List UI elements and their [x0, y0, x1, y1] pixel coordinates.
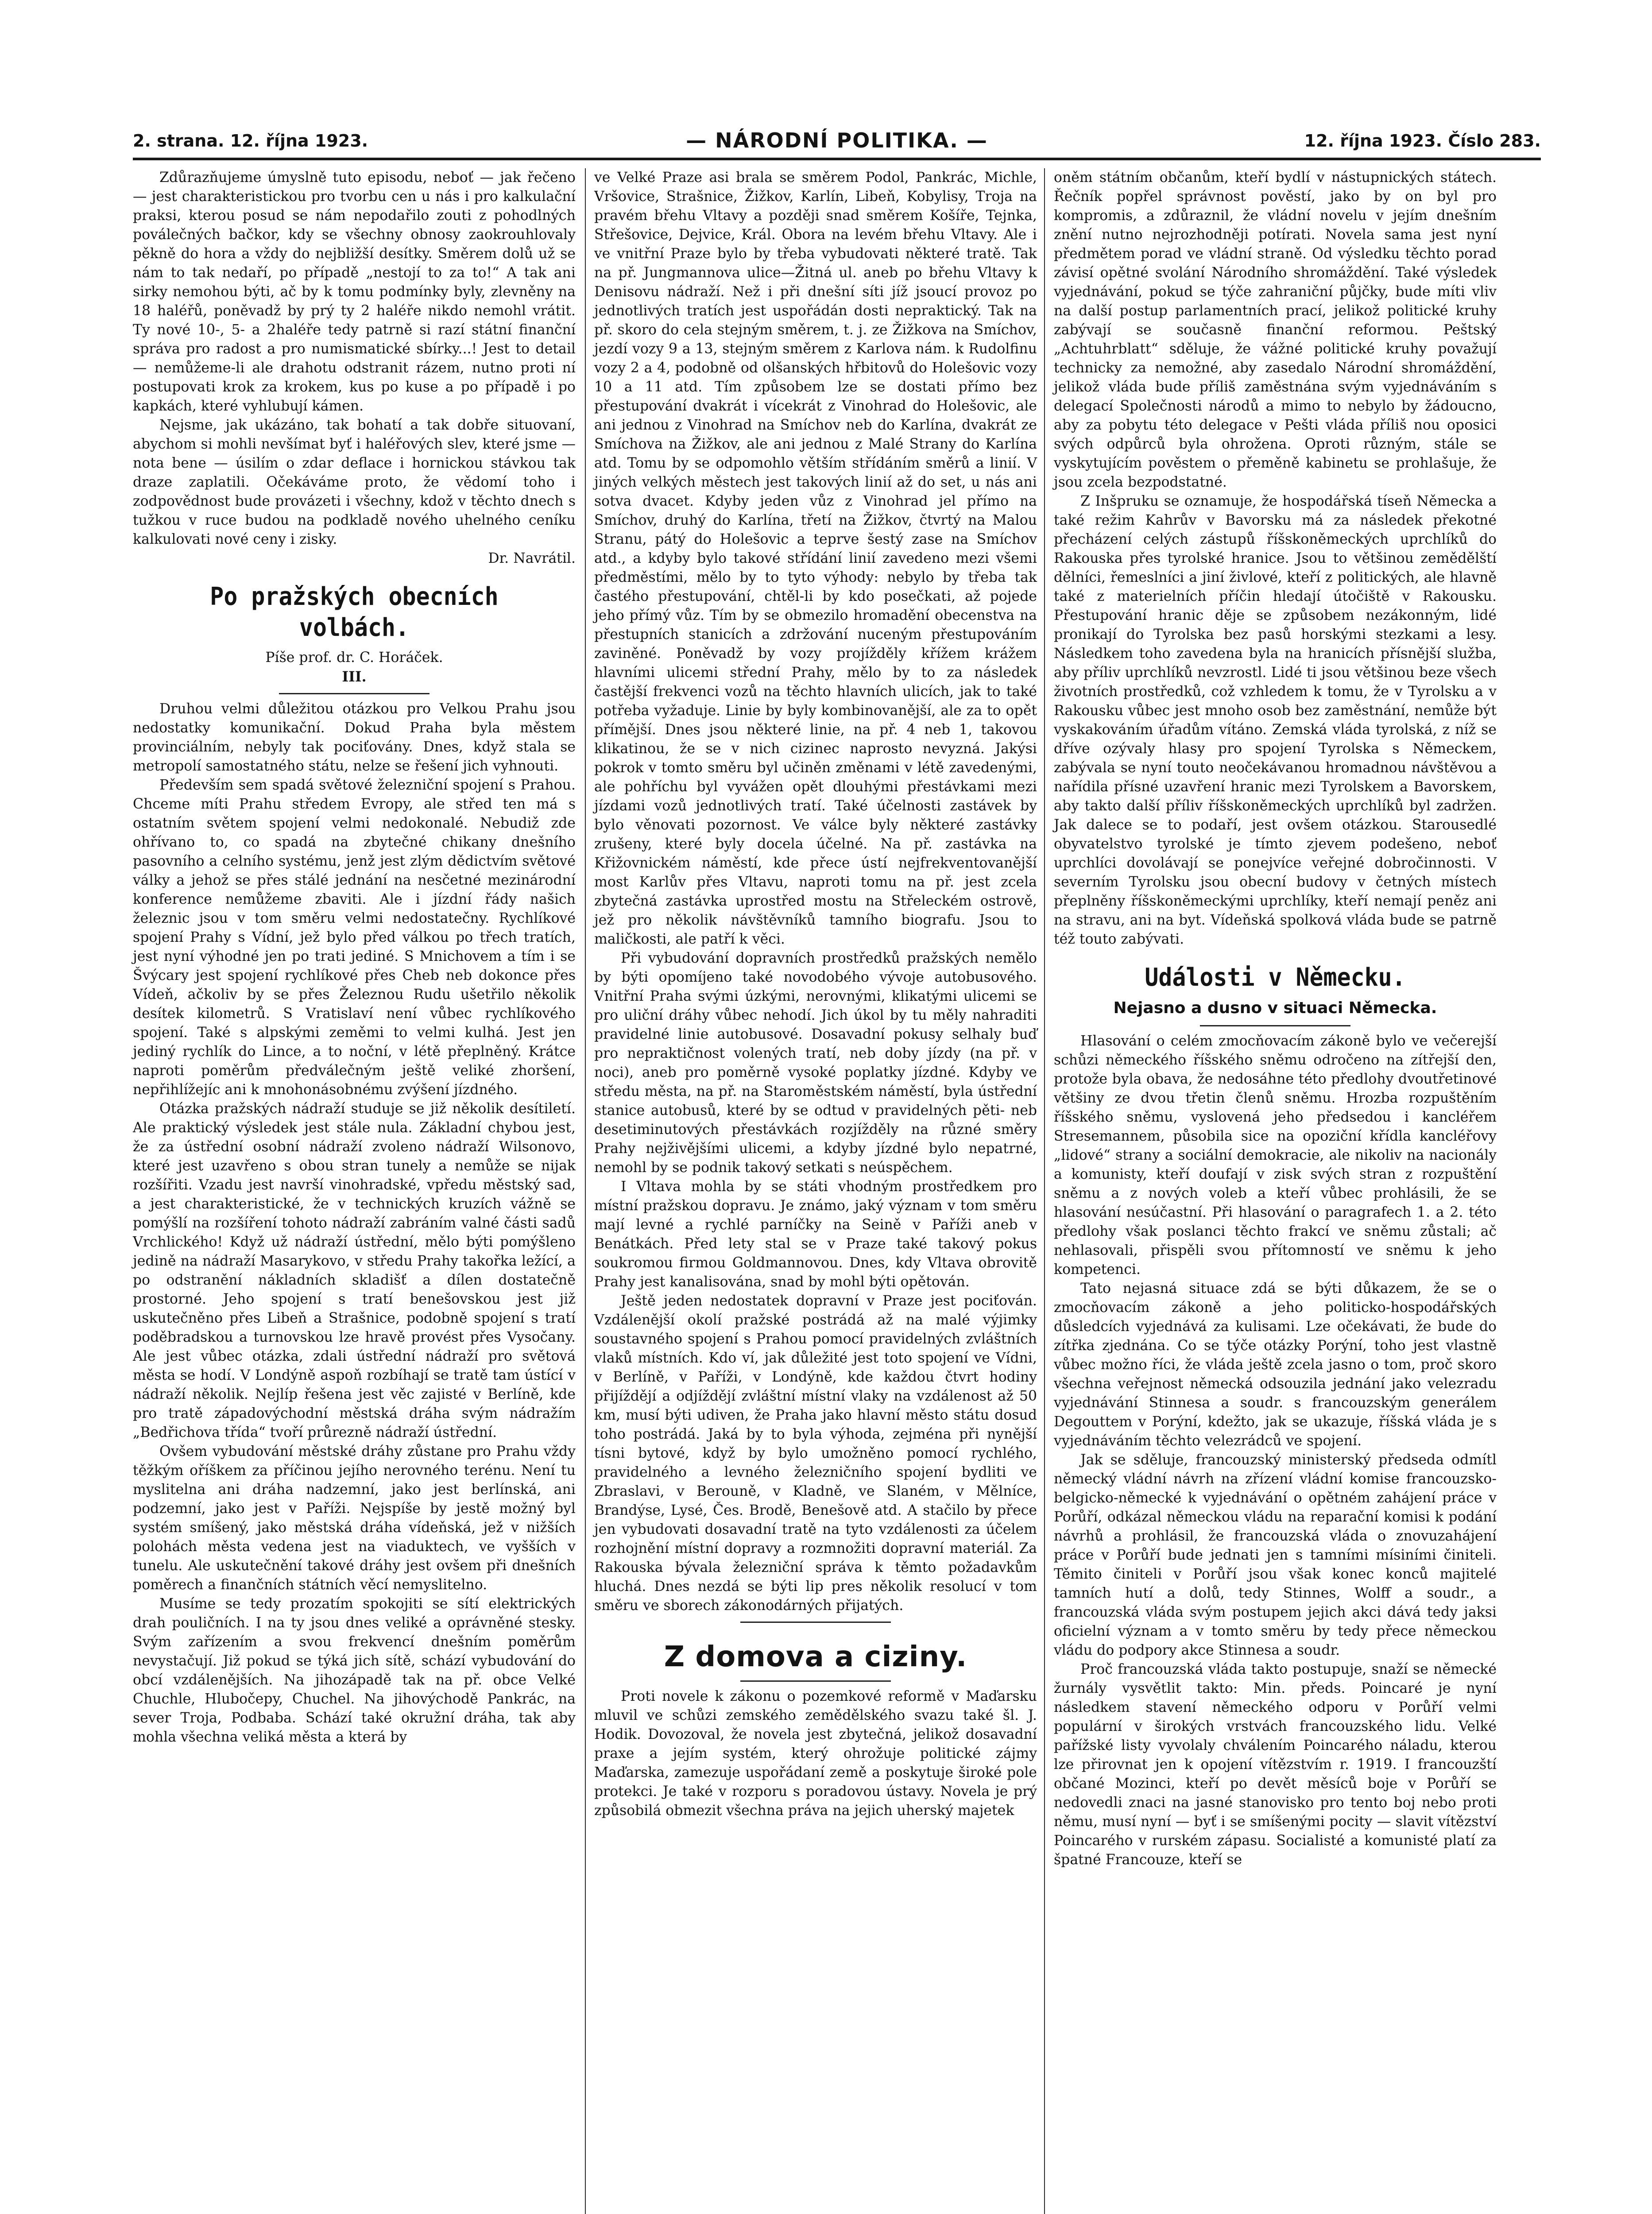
divider [1200, 1025, 1350, 1026]
paragraph: Především sem spadá světové železniční spojení s Prahou. Chceme míti Prahu středem Evropy, ale střed ten má s ostatním světem spojení velmi nedokonalé. Nebudiž zde ohřívano to, co spadá na zbytečné chikany dnešního pasovního a celního systému, jenž jest zlým dědictvím světové války a jehož se přes stálé jednání na nesčetné mezinárodní konference nemůžeme zbaviti. Ale i jízdní řády našich železnic jsou v tom směru velmi nedostatečny. Rychlíkové spojení Prahy s Vídní, jež bylo před válkou po třech tratích, jest nyní výhodné jen po trati jediné. S Mnichovem a tím i se Švýcary jest spojení rychlíkové přes Cheb neb dokonce přes Vídeň, ačkoliv by se přes Železnou Rudu ušetřilo několik desítek kilometrů. S Vratislaví není vůbec rychlíkového spojení. Také s alpskými zeměmi to velmi kulhá. Jest jen jediný rychlík do Lince, a to noční, v létě přeplněný. Krátce naproti poměrům předválečným ještě veliké zhoršení, nepřihlížejíc ani k mnohonásobnému zvýšení jízdného. [133, 777, 576, 1098]
paragraph: Proč francouzská vláda takto postupuje, snaží se německé žurnály vysvětlit takto: Min. předs. Poincaré je nyní následkem stavení německého odporu v Porůří velmi populární v širokých vrstvách francouzského lidu. Velké pařížské listy vyvolaly chválením Poincarého náladu, kterou lze přirovnat jen k opojení vítězstvím r. 1919. I francouzští občané Mozinci, kteří po devět měsíců boje v Porůří se nedovedli znaci na jasné stanovisko pro tento boj nebo proti němu, musí nyní — byť i se smíšenými pocity — slavit vítězství Poincarého v rurském zápasu. Socialisté a komunisté platí za špatné Francouze, kteří se [1054, 1661, 1497, 1868]
paragraph: Nejsme, jak ukázáno, tak bohatí a tak dobře situovaní, abychom si mohli nevšímat byť i haléřových slev, které jsme — nota bene — úsilím o zdar deflace i hornickou stávkou tak draze zaplatili. Očekáváme proto, že vědomí toho i zodpovědnost bude provázeti i všechny, kdož v těchto dnech s tužkou v ruce budou na podkladě nového uhelného ceníku kalkulovati nové ceny i zisky. [133, 417, 576, 547]
column-1 [133, 168, 576, 1747]
paragraph: Otázka pražských nádraží studuje se již několik desítiletí. Ale praktický výsledek jest stále nula. Základní chybou jest, že za ústřední osobní nádraží zvoleno nádraží Wilsonovo, které jest uzavřeno s obou stran tunely a nemůže se nijak rozšířiti. Vzadu jest navrší vinohradské, vpředu městský sad, a jest charakteristické, že v technických kruzích vážně se pomýšlí na rozšíření tohoto nádraží zabráním valné části sadů Vrchlického! Když už nádraží ústřední, mělo býti pomýšleno jedině na nádraží Masarykovo, v středu Prahy takořka ležící, a po odstranění nákladních skladišť a dílen dostatečně prostorné. Jeho spojení s tratí benešovskou jest již uskutečněno přes Libeň a Strašnice, podobně spojení s tratí poděbradskou a turnovskou lze hravě provést přes Vysočany. Ale jest vůbec otázka, zdali ústřední nádraží pro světová města se hodí. V Londýně aspoň rozbíhají se tratě tam ústící v nádraží několik. Nejlíp řešena jest věc zajisté v Berlíně, kde pro tratě západovýchodní městská dráha svým nádražím „Bedřichova třída“ tvoří průrezně nádraží ústřední. [133, 1101, 576, 1440]
article-title: Události v Německu. [1145, 963, 1406, 992]
column-divider [1044, 168, 1045, 2214]
article-title: Po pražských obecních volbách. [210, 582, 499, 642]
paragraph: Z Inšpruku se oznamuje, že hospodářská tíseň Německa a také režim Kahrův v Bavorsku má za následek překotné přecházení celých zástupů říšskoněmeckých uprchlíků do Rakouska přes tyrolské hranice. Jsou to většinou zemědělští dělníci, řemeslníci a jiní živlové, kteří z politických, ale hlavně také z materielních příčin hledají útočiště v Rakousku. Přestupování hranic děje se způsobem nezákonným, lidé pronikají do Tyrolska bez pasů horskými stezkami a lesy. Následkem toho zavedena byla na hranicích přísnější služba, aby příliv uprchlíků nevzrostl. Lidé ti jsou většinou beze všech životních prostředků, což vzhledem k tomu, že v Tyrolsku a v Rakousku vůbec jest mnoho osob bez zaměstnání, nemůže být vyskakováním úřadům vítáno. Zemská vláda tyrolská, z níž se dříve ozývaly hlasy pro spojení Tyrolska s Německem, zabývala se nyní touto neočekávanou hromadnou návštěvou a nařídila přísné uzavření hranic mezi Tyrolskem a Bavorskem, aby takto další příliv říšskoněmeckých uprchlíků byl zadržen. Jak dalece se to podaří, jest ovšem otázkou. Starousedlé obyvatelstvo tyrolské je tímto zjevem podešeno, neboť uprchlíci dovolávají se ponejvíce veřejné dobročinnosti. V severním Tyrolsku jsou obecní budovy v četných místech přeplněny říšskoněmeckými uprchlíky, kteří nemají peněz ani na stravu, ani na byt. Vídeňská spolková vláda bude se patrně též touto zabývati. [1054, 493, 1497, 947]
article-part-number: III. [342, 669, 367, 685]
paragraph: Jak se sděluje, francouzský ministerský předseda odmítl německý vládní návrh na zřízení vládní komise francouzsko-belgicko-německé k vyjednávání o opětném zahájení práce v Porůří, odkázal německou vládu na reparační komisi k podání návrhů a prohlásil, že francouzská vláda o znovuzahájení práce v Porůří bude jednati jen s tamními mísiními činiteli. Těmito činiteli v Porůří jsou však konec konců majitelé tamních hutí a dolů, tedy Stinnes, Wolff a soudr., a francouzská vláda svým postupem jejich akci dává tedy jaksi oficielní význam a v tomto směru by tedy přece německou vládu do podpory akce Stinnesa a soudr. [1054, 1452, 1497, 1658]
paragraph: Druhou velmi důležitou otázkou pro Velkou Prahu jsou nedostatky komunikační. Dokud Praha byla městem provinciálním, nebyly tak pociťovány. Dnes, když stala se metropolí samostatného státu, nelze se řešení jich vyhnouti. [133, 701, 576, 774]
header-issue-number: 12. října 1923. Číslo 283. [1304, 131, 1541, 151]
paragraph: Tato nejasná situace zdá se býti důkazem, že se o zmocňovacím zákoně a jeho politicko-hospodářských důsledcích vyjednává za kulisami. Lze očekávati, že bude do zítřka zjednána. Co se týče otázky Porýní, toho jest vlastně vůbec možno říci, že vláda ještě zcela jasno o tom, proč skoro všechna veřejnost německá odsouzila jednání jako velezradu vyjednávání Stinnesa a soudr. s francouzským generálem Degouttem v Porýní, kdežto, jak se ukazuje, říšská vláda je s vyjednáváním těchto velezrádců ve spojení. [1054, 1281, 1497, 1449]
article-byline: Píše prof. dr. C. Horáček. [265, 650, 443, 666]
header-page-date: 2. strana. 12. října 1923. [133, 131, 368, 151]
section-heading: Z domova a ciziny. [664, 1641, 967, 1673]
paragraph: ve Velké Praze asi brala se směrem Podol, Pankrác, Michle, Vršovice, Strašnice, Žižkov, Karlín, Libeň, Kobylisy, Troja na pravém břehu Vltavy a později snad směrem Košíře, Tejnka, Střešovice, Dejvice, Král. Obora na levém břehu Vltavy. Ale i ve vnitřní Praze bylo by třeba vybudovati některé tratě. Tak na př. Jungmannova ulice—Žitná ul. aneb po břehu Vltavy k Denisovu nádraží. Než i při dnešní síti jíž jsoucí provoz po jednotlivých tratích jest uspořádán dosti nepraktický. Tak na př. skoro do cela stejným směrem, t. j. ze Žižkova na Smíchov, jezdí vozy 9 a 13, stejným směrem z Karlova nám. k Rudolfinu vozy 2 a 4, podobně od olšanských hřbitovů do Holešovic vozy 10 a 11 atd. Tím způsobem lze se dostati přímo bez přestupování dvakrát i vícekrát z Vinohrad do Holešovic, ale ani jednou z Vinohrad na Smíchov neb do Karlína, dvakrát ze Smíchova na Žižkov, ale ani jednou z Malé Strany do Karlína atd. Tomu by se odpomohlo větším střídáním směrů a linií. V jiných velkých městech jest takových linií až do set, u nás ani sotva dvacet. Kdyby jeden vůz z Vinohrad jel přímo na Smíchov, druhý do Karlína, třetí na Žižkov, čtvrtý na Malou Stranu, pátý do Holešovic a teprve šestý zase na Smíchov atd., a kdyby bylo takové střídání linií zavedeno mezi všemi předměstími, mělo by to tyto výhody: nebylo by třeba tak častého přestupování, chtěl-li by kdo posečkati, až pojede jeho přímý vůz. Tím by se obmezilo hromadění obecenstva na přestupních stanicích a zdržování nuceným přestupováním zaviněné. Poněvadž by vozy projížděly křížem krážem hlavními ulicemi střední Prahy, mělo by to za následek častější frekvenci vozů na těchto hlavních ulicích, jak to také potřeba vyžaduje. Linie by byly kombinovanější, ale za to opět přímější. Dnes jsou některé linie, na př. 4 neb 1, takovou klikatinou, že se v nich cizinec naprosto nevyzná. Jakýsi pokrok v tomto směru byl učiněn změnami v létě zavedenými, ale pohříchu byl vyvážen opět dlouhými přestávkami mezi jízdami vozů jednotlivých tratí. Také účelnosti zastávek by bylo věnovati pozornost. Ve válce byly některé zastávky zrušeny, které byly docela účelné. Na př. zastávka na Křižovnickém náměstí, kde přece ústí nejfrekventovanější most Karlův přes Vltavu, naproti tomu na př. jest zcela zbytečná zastávka uprostřed mostu na Střeleckém ostrově, jež pro několik návštěvníků tamního biografu. Jsou to maličkosti, ale patří k věci. [594, 170, 1037, 947]
paragraph: Musíme se tedy prozatím spokojiti se sítí elektrických drah pouličních. I na ty jsou dnes veliké a oprávněné stesky. Svým zařízením a svou frekvencí dnešním poměrům nevystačují. Již pokud se týká jich sítě, schází vybudování do obcí vzdálenějších. Na jihozápadě tak na př. obce Velké Chuchle, Hlubočepy, Chuchel. Na jihovýchodě Pankrác, na sever Troja, Podbaba. Schází také okružní dráha, tak aby mohla všechna veliká města a která by [133, 1596, 576, 1745]
divider [740, 1622, 891, 1623]
divider [740, 1680, 891, 1682]
paragraph: oněm státním občanům, kteří bydlí v nástupnických státech. Řečník popřel správnost pověstí, jako by on byl pro kompromis, a zdůraznil, že vládní novelu v jejím dnešním znění nutno nejrozhodněji potírati. Novela sama jest nyní předmětem porad ve vládní straně. Od výsledku těchto porad závisí opětné svolání Národního shromáždění. Také výsledek vyjednávání, pokud se týče zahraniční půjčky, bude míti vliv na další postup parlamentních prací, jelikož politické kruhy zabývají se současně finanční reformou. Peštský „Achtuhrblatt“ sděluje, že vážné politické kruhy považují technicky za nemožné, aby zasedalo Národní shromáždění, jelikož vláda bude příliš zaměstnána svým vyjednáváním s delegací Společnosti národů a mimo to nebylo by žádoucno, aby za pobytu této delegace v Pešti vláda příliš nou oposici svých odpůrců byla ohrožena. Oproti různým, stále se vyskytujícím pověstem o přeměně kabinetu se prohlašuje, že jsou zcela bezpodstatné. [1054, 170, 1497, 490]
divider [279, 693, 429, 694]
author-signature: Dr. Navrátil. [488, 550, 576, 566]
masthead-title: — NÁRODNÍ POLITIKA. — [686, 128, 988, 152]
paragraph: Ještě jeden nedostatek dopravní v Praze jest pociťován. Vzdálenější okolí pražské postrádá až na malé výjimky soustavného spojení s Prahou pomocí pravidelných zvláštních vlaků místních. Kdo ví, jak důležité jest toto spojení ve Vídni, v Berlíně, v Paříži, v Londýně, kde každou čtvrt hodiny přijíždějí a odjíždějí zvláštní místní vlaky na vzdálenost až 50 km, musí býti udiven, že Praha jako hlavní město státu dosud toho postrádá. Jaká by to byla výhoda, zejména při nynější tísni bytové, když by bylo umožněno pomocí rychlého, pravidelného a levného železničního spojení bydliti ve Zbraslavi, v Berouně, v Kladně, ve Slaném, v Mělníce, Brandýse, Lysé, Čes. Brodě, Benešově atd. A stačilo by přece jen vybudovati dosavadní tratě na tyto vzdálenosti za účelem rozhojnění místní dopravy a rozmnožiti dopravní materiál. Za Rakouska bývala železniční správa k těmto požadavkům hluchá. Dnes nezdá se býti lip pres několik resolucí v tom směru ve sborech zákonodárných přijatých. [594, 1293, 1037, 1614]
article-subtitle: Nejasno a dusno v situaci Německa. [1113, 999, 1437, 1017]
column-divider [585, 168, 586, 2214]
column-2 [594, 168, 1037, 1820]
paragraph: Při vybudování dopravních prostředků pražských nemělo by býti opomíjeno také novodobého vývoje autobusového. Vnitřní Praha svými úzkými, nerovnými, klikatými ulicemi se pro uliční dráhy vůbec nehodí. Jich úkol by tu měly nahraditi pravidelné linie autobusové. Dosavadní pokusy selhaly buď pro nepraktičnost volených tratí, neb doby jízdy (na př. v noci), aneb pro poměrně vysoké poplatky jízdné. Kdyby ve středu města, na př. na Staroměstském náměstí, byla ústřední stanice autobusů, které by se odtud v pravidelných pěti- neb desetiminutových přestávkách rozjížděly na různé směry Prahy nejživějšími ulicemi, a kdyby jízdné bylo nepatrné, nemohl by se podnik takový setkati s neúspěchem. [594, 950, 1037, 1176]
column-3 [1054, 168, 1497, 1870]
paragraph: Hlasování o celém zmocňovacím zákoně bylo ve večerejší schůzi německého říšského sněmu odročeno na zítřejší den, protože byla obava, že nedosáhne této předlohy dvoutřetinové většiny ze dvou třetin členů sněmu. Hrozba rozpuštěním říšského sněmu, vyslovená jeho předsedou i kancléřem Stresemannem, působila sice na opoziční křídla kancléřovy „lidové“ strany a sociální demokracie, ale nikoliv na nacionály a komunisty, kteří doufají v zisk svých stran z rozpuštění sněmu a z nových voleb a kteří vůbec prohlásili, že se hlasování nesúčastní. Při hlasování o paragrafech 1. a 2. této předlohy však poslanci těchto frakcí ve sněmu zůstali; ač nehlasovali, přispěli svou přítomností ve sněmu k jeho kompetenci. [1054, 1033, 1497, 1277]
paragraph: Ovšem vybudování městské dráhy zůstane pro Prahu vždy těžkým oříškem za příčinou jejího nerovného terénu. Není tu myslitelna ani dráha nadzemní, jako jest berlínská, ani podzemní, jako jest v Paříži. Nejspíše by jestě možný byl systém smíšený, jako městská dráha vídeňská, jež v nižších polohách města vedena jest na viaduktech, ve vyšších v tunelu. Ale uskutečnění takové dráhy jest ovšem při dnešních poměrech a finančních státních věcí nemyslitelno. [133, 1444, 576, 1593]
paragraph: Proti novele k zákonu o pozemkové reformě v Maďarsku mluvil ve schůzi zemského zemědělského svazu také šl. J. Hodik. Dovozoval, že novela jest zbytečná, jelikož dosavadní praxe a jejím systém, který ohrožuje politické zájmy Maďarska, zamezuje uspořádaní země a poskytuje široké pole protekci. Je také v rozporu s poradovou ústavy. Novela je prý způsobilá obmezit všechna práva na jejich uherský majetek [594, 1688, 1037, 1819]
paragraph: I Vltava mohla by se státi vhodným prostředkem pro místní pražskou dopravu. Je známo, jaký význam v tom směru mají levné a rychlé parníčky na Seině v Paříži aneb v Benátkách. Před lety stal se v Praze také takový pokus soukromou firmou Goldmannovou. Dnes, kdy Vltava obrovitě Prahy jest kanalisována, snad by mohl býti opětován. [594, 1179, 1037, 1290]
paragraph: Zdůrazňujeme úmyslně tuto episodu, neboť — jak řečeno — jest charakteristickou pro tvorbu cen u nás i pro kalkulační praksi, kterou posud se nám nepodařilo zouti z pohodlných poválečných bačkor, kdy se všechny obnosy zaokrouhlovaly pěkně do hora a vždy do nejbližší desítky. Směrem dolů už se nám to tak nedaří, po případě „nestojí to za to!“ A tak ani sirky nemohou býti, ač by k tomu podmínky byly, zlevněny na 18 haléřů, poněvadž by prý ty 2 haléře nikdo nemohl vrátit. Ty nové 10-, 5- a 2haléře tedy patrně si razí státní finanční správa pro radost a pro numismatické sbírky...! Jest to detail — nemůžeme-li ale drahotu odstranit rázem, nutno proti ní postupovati krok za krokem, kus po kuse a po případě i po kapkách, které vyhlubují kámen. [133, 170, 576, 414]
page-header [133, 127, 1541, 160]
